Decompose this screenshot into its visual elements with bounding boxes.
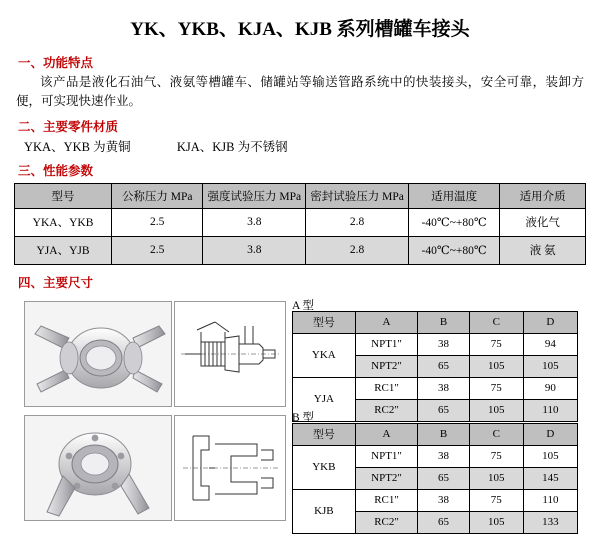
dimension-table-b [292, 423, 578, 534]
cell-temp: -40℃~+80℃ [408, 236, 499, 264]
cell-model: YKA [293, 333, 356, 377]
table-header-row [293, 311, 578, 333]
cell-b: 38 [418, 489, 469, 511]
cell-c: 75 [469, 377, 523, 399]
col-b: B [418, 423, 469, 445]
section-heading-performance: 三、性能参数 [18, 163, 94, 178]
cell-strength: 3.8 [203, 236, 306, 264]
cell-c: 75 [469, 333, 523, 355]
type-b-label: B 型 [292, 411, 315, 424]
col-medium: 适用介质 [500, 183, 586, 208]
cell-model: KJB [293, 489, 356, 533]
dimension-table-b-wrap [292, 423, 578, 534]
cell-b: 38 [418, 377, 469, 399]
cell-model: YJA [293, 377, 356, 421]
col-d: D [523, 423, 577, 445]
section-heading-dimensions: 四、主要尺寸 [18, 275, 94, 290]
coupling-drawing-a-graphic [175, 302, 285, 406]
cell-d: 94 [523, 333, 577, 355]
cell-temp: -40℃~+80℃ [408, 208, 499, 236]
cell-a: NPT2" [355, 355, 418, 377]
table-row [293, 377, 578, 399]
product-drawing-type-a [174, 301, 286, 407]
col-d: D [523, 311, 577, 333]
table-header-row [15, 183, 586, 208]
coupling-drawing-b-graphic [175, 416, 285, 520]
col-strength-pressure: 强度试验压力 MPa [203, 183, 306, 208]
cell-c: 75 [469, 445, 523, 467]
cell-medium: 液 氨 [500, 236, 586, 264]
section-heading-features: 一、功能特点 [18, 56, 94, 70]
cell-model: YKA、YKB [15, 208, 112, 236]
material-line [24, 137, 600, 155]
cell-nominal: 2.5 [112, 236, 203, 264]
table-row [15, 208, 586, 236]
page-title: YK、YKB、KJA、KJB 系列槽罐车接头 [130, 19, 470, 40]
cell-model: YKB [293, 445, 356, 489]
material-steel-text: KJA、KJB 为不锈钢 [176, 139, 288, 154]
col-seal-pressure: 密封试验压力 MPa [306, 183, 409, 208]
cell-d: 145 [523, 467, 577, 489]
cell-d: 110 [523, 399, 577, 421]
table-row [293, 333, 578, 355]
cell-c: 105 [469, 399, 523, 421]
cell-seal: 2.8 [306, 236, 409, 264]
cell-model: YJA、YJB [15, 236, 112, 264]
cell-a: NPT1" [355, 333, 418, 355]
dimensions-area [0, 297, 600, 547]
cell-d: 110 [523, 489, 577, 511]
dimension-table-a-wrap [292, 311, 578, 422]
cell-d: 133 [523, 511, 577, 533]
cell-d: 105 [523, 445, 577, 467]
coupling-photo-b-graphic [25, 416, 171, 520]
col-model: 型号 [293, 423, 356, 445]
cell-d: 105 [523, 355, 577, 377]
cell-medium: 液化气 [500, 208, 586, 236]
cell-b: 65 [418, 399, 469, 421]
col-b: B [418, 311, 469, 333]
cell-b: 65 [418, 511, 469, 533]
col-model: 型号 [15, 183, 112, 208]
product-photo-type-a [24, 301, 172, 407]
performance-table [14, 183, 586, 265]
cell-c: 105 [469, 467, 523, 489]
coupling-photo-a-graphic [25, 302, 171, 406]
performance-table-wrap [14, 183, 586, 265]
col-temperature: 适用温度 [408, 183, 499, 208]
cell-nominal: 2.5 [112, 208, 203, 236]
col-c: C [469, 423, 523, 445]
cell-b: 65 [418, 355, 469, 377]
table-row [15, 236, 586, 264]
col-a: A [355, 311, 418, 333]
dimension-table-a [292, 311, 578, 422]
cell-b: 38 [418, 445, 469, 467]
cell-seal: 2.8 [306, 208, 409, 236]
type-a-label: A 型 [292, 299, 315, 312]
col-nominal-pressure: 公称压力 MPa [112, 183, 203, 208]
cell-c: 75 [469, 489, 523, 511]
cell-b: 38 [418, 333, 469, 355]
cell-a: NPT2" [355, 467, 418, 489]
features-paragraph: 该产品是液化石油气、液氨等槽罐车、储罐站等输送管路系统中的快装接头，安全可靠，装卸方便，可实现快速作业。 [16, 75, 584, 108]
cell-a: RC2" [355, 511, 418, 533]
cell-c: 105 [469, 511, 523, 533]
cell-a: RC2" [355, 399, 418, 421]
col-a: A [355, 423, 418, 445]
col-c: C [469, 311, 523, 333]
section-heading-material: 二、主要零件材质 [18, 119, 119, 134]
cell-d: 90 [523, 377, 577, 399]
cell-a: RC1" [355, 377, 418, 399]
cell-a: RC1" [355, 489, 418, 511]
table-header-row [293, 423, 578, 445]
product-drawing-type-b [174, 415, 286, 521]
cell-b: 65 [418, 467, 469, 489]
product-photo-type-b [24, 415, 172, 521]
table-row [293, 445, 578, 467]
cell-c: 105 [469, 355, 523, 377]
col-model: 型号 [293, 311, 356, 333]
material-brass-text: YKA、YKB 为黄铜 [24, 139, 131, 154]
cell-strength: 3.8 [203, 208, 306, 236]
cell-a: NPT1" [355, 445, 418, 467]
table-row [293, 489, 578, 511]
